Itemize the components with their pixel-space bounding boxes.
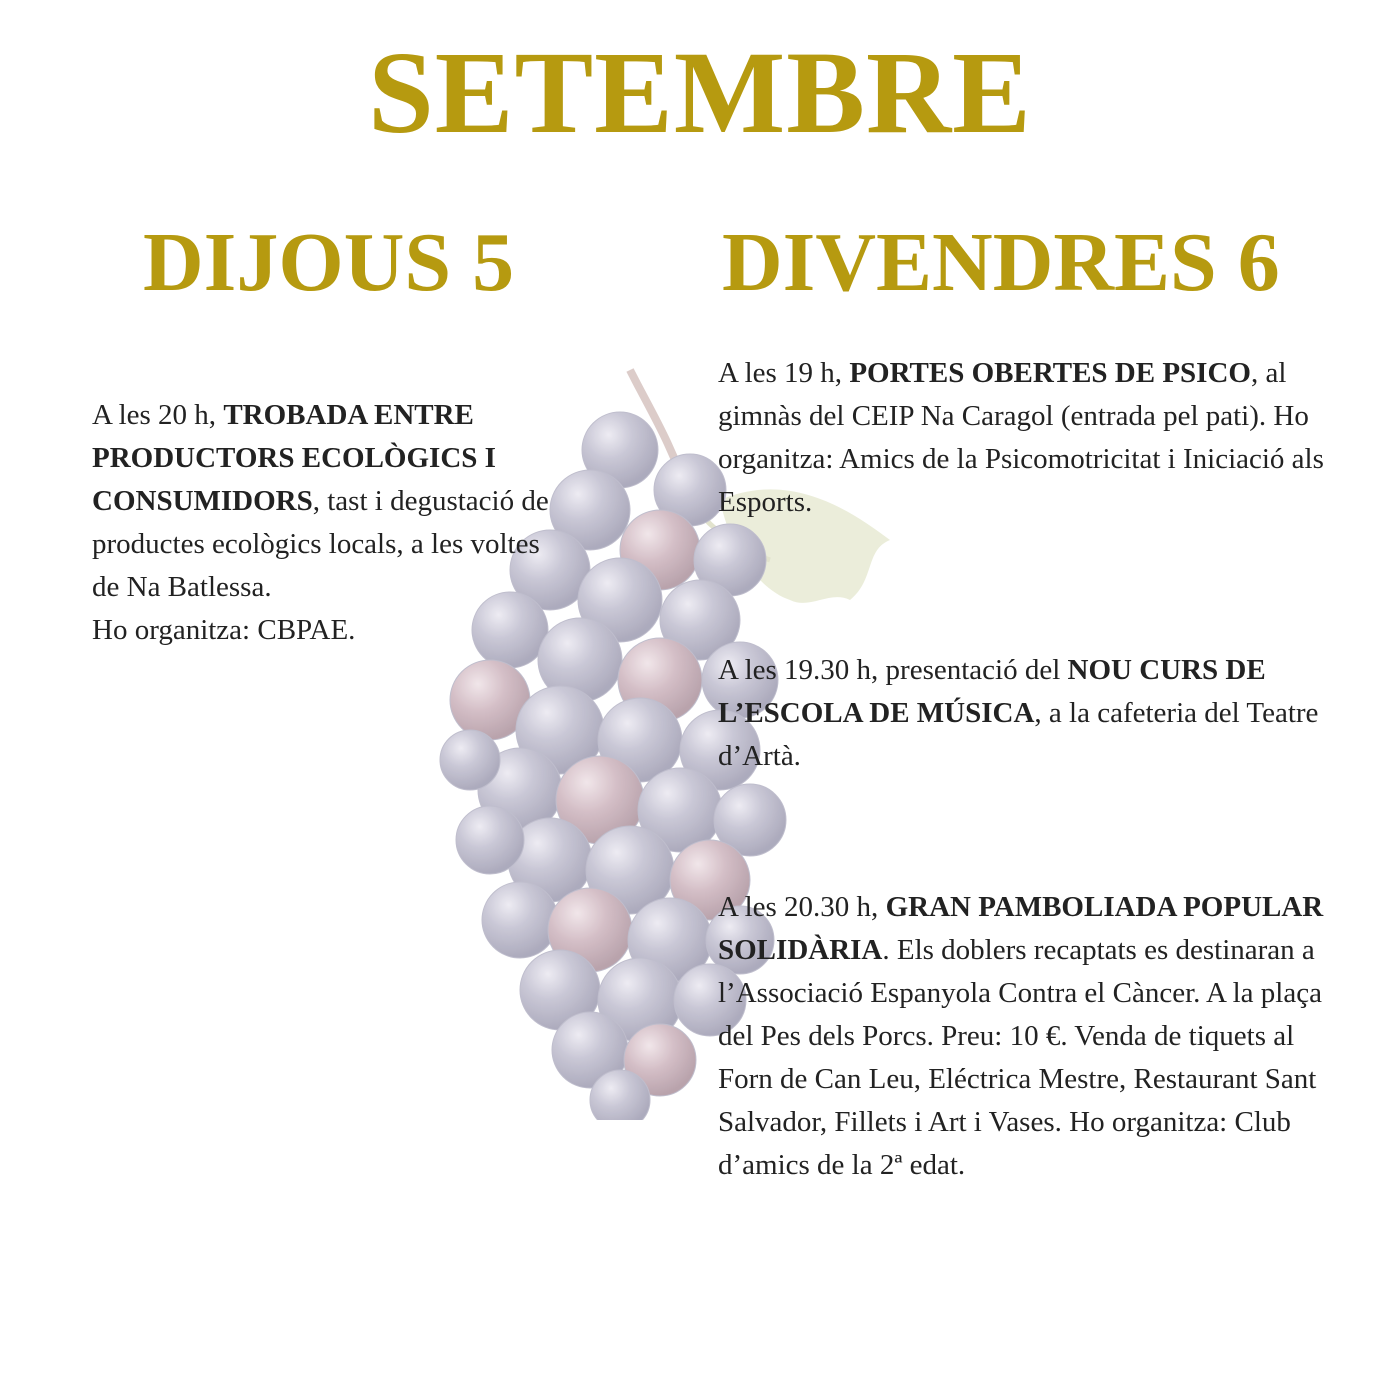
event-gran-pamboliada xyxy=(718,886,1328,1187)
event-description: . Els doblers recaptats es destinaran a l’Associació Espanyola Contra el Càncer. A la plaça del Pes dels Porcs. Preu: 10 €. Venda de tiquets al Forn de Can Leu, Eléctrica Mestre, Restaurant Sant Salvador, Fillets i Art i Vases. Ho organitza: Club d’amics de la 2ª edat. xyxy=(718,934,1322,1181)
event-portes-obertes-psico xyxy=(718,352,1328,524)
day-heading-dijous: DIJOUS 5 xyxy=(143,216,515,309)
grape-berry xyxy=(482,882,558,958)
event-highlight: PORTES OBERTES DE PSICO xyxy=(849,357,1251,389)
event-time: A les 20.30 h, xyxy=(718,891,886,923)
event-description: , tast i degustació de productes ecològics locals, a les voltes de Na Batlessa. xyxy=(92,485,549,603)
grape-berry xyxy=(456,806,524,874)
event-time: A les 20 h, xyxy=(92,399,224,431)
grape-berry xyxy=(440,730,500,790)
event-description: , a la cafeteria del Teatre d’Artà. xyxy=(718,697,1319,772)
event-time: A les 19 h, xyxy=(718,357,850,389)
event-highlight: TROBADA ENTRE PRODUCTORS ECOLÒGICS I CONSUMIDORS xyxy=(92,399,496,517)
event-organizer: Ho organitza: CBPAE. xyxy=(92,614,356,646)
event-nou-curs-escola-musica xyxy=(718,649,1328,778)
month-title: SETEMBRE xyxy=(368,27,1032,158)
event-trobada-productors xyxy=(92,394,572,652)
event-highlight: NOU CURS DE L’ESCOLA DE MÚSICA xyxy=(718,654,1266,729)
day-heading-divendres: DIVENDRES 6 xyxy=(722,216,1280,309)
event-highlight: GRAN PAMBOLIADA POPULAR SOLIDÀRIA xyxy=(718,891,1324,966)
event-time: A les 19.30 h, presentació del xyxy=(718,654,1068,686)
event-description: , al gimnàs del CEIP Na Caragol (entrada pel pati). Ho organitza: Amics de la Psicomotricitat i Iniciació als Esports. xyxy=(718,357,1324,518)
